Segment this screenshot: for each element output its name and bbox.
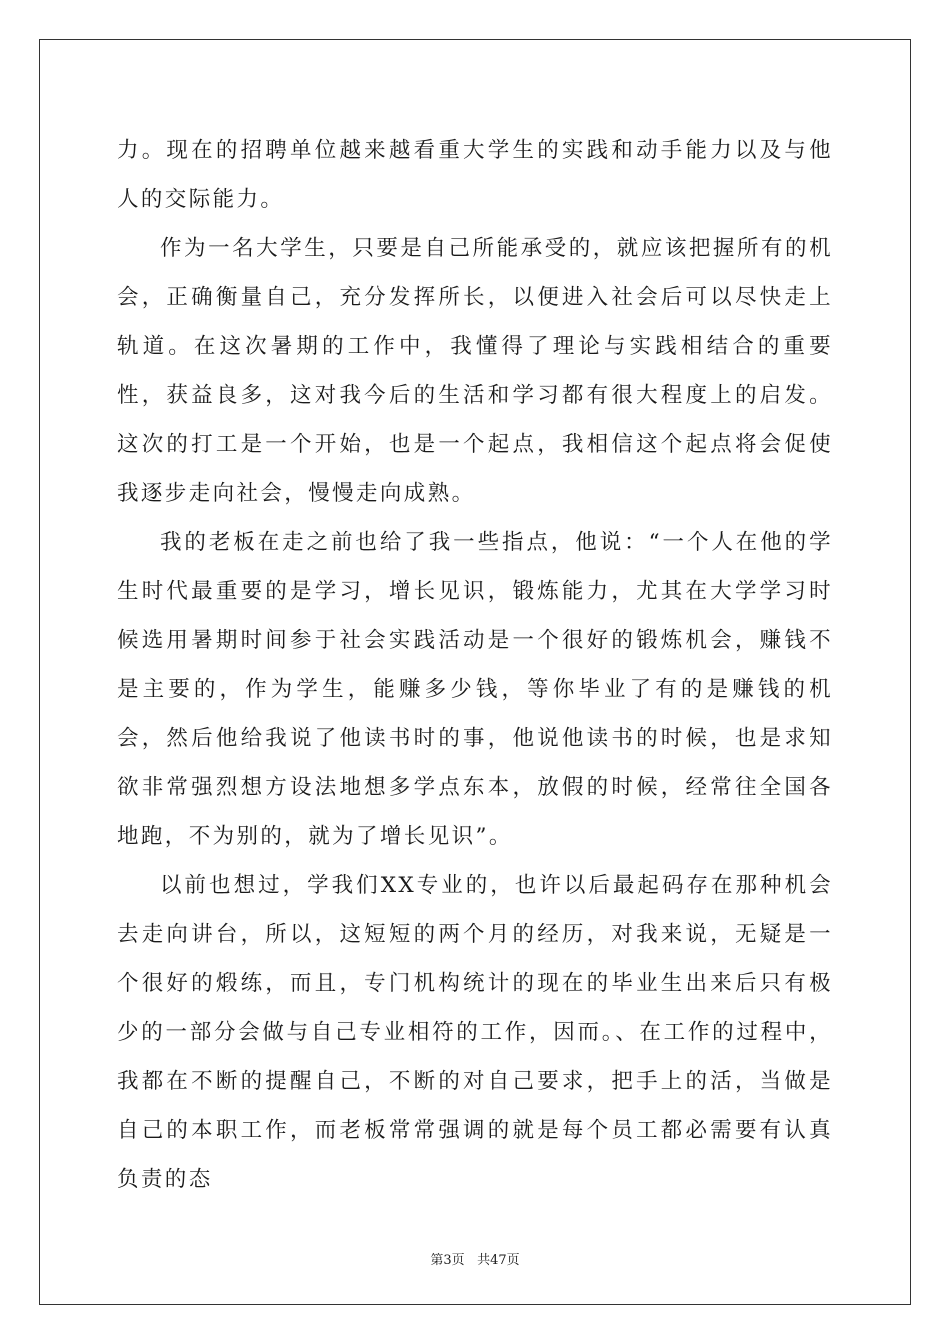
page-number: 第3页 [430, 1253, 465, 1268]
paragraph-3: 我的老板在走之前也给了我一些指点，他说：“一个人在他的学生时代最重要的是学习，增长见识，锻炼能力，尤其在大学学习时候选用暑期时间参于社会实践活动是一个很好的锻炼机会，赚钱不是主要的，作为学生，能赚多少钱，等你毕业了有的是赚钱的机会，然后他给我说了他读书时的事，他说他读书的时候，也是求知欲非常强烈想方设法地想多学点东本，放假的时候，经常往全国各地跑，不为别的，就为了增长见识”。 [117, 530, 833, 849]
document-body [117, 126, 833, 1204]
paragraph-4: 以前也想过，学我们XX专业的，也许以后最起码存在那种机会去走向讲台，所以，这短短的两个月的经历，对我来说，无疑是一个很好的煅练，而且，专门机构统计的现在的毕业生出来后只有极少的一部分会做与自己专业相符的工作，因而。、在工作的过程中，我都在不断的提醒自己，不断的对自己要求，把手上的活，当做是自己的本职工作，而老板常常强调的就是每个员工都必需要有认真负责的态 [117, 873, 833, 1192]
page-footer [0, 1249, 950, 1268]
page-total: 共47页 [477, 1253, 520, 1268]
paragraph-1: 力。现在的招聘单位越来越看重大学生的实践和动手能力以及与他人的交际能力。 [117, 138, 833, 212]
paragraph-2: 作为一名大学生，只要是自己所能承受的，就应该把握所有的机会，正确衡量自己，充分发挥所长，以便进入社会后可以尽快走上轨道。在这次暑期的工作中，我懂得了理论与实践相结合的重要性，获益良多，这对我今后的生活和学习都有很大程度上的启发。这次的打工是一个开始，也是一个起点，我相信这个起点将会促使我逐步走向社会，慢慢走向成熟。 [117, 236, 833, 506]
